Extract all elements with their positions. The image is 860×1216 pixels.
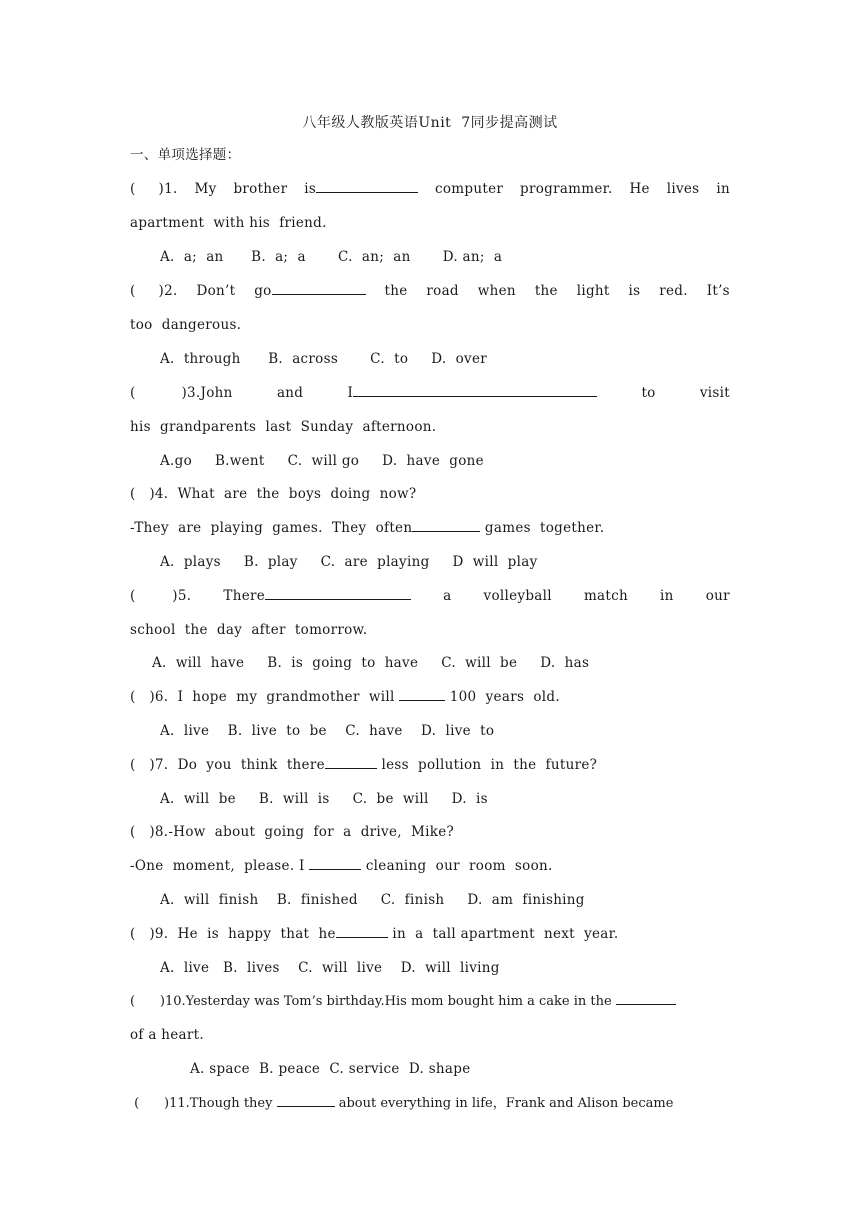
q5-number: ( )5. bbox=[130, 588, 192, 604]
q1-word: brother bbox=[233, 181, 288, 197]
q9-options: A. live B. lives C. will live D. will living bbox=[160, 960, 500, 976]
q3-word: to bbox=[641, 385, 656, 401]
q5-word-blank: There bbox=[223, 587, 411, 605]
question-10: ( )10.Yesterday was Tom’s birthday.His mom bought him a cake in the bbox=[130, 992, 730, 1011]
q8-options: A. will finish B. finished C. finish D. am finishing bbox=[160, 892, 585, 908]
q5-word: match bbox=[583, 588, 628, 604]
q2-continuation: too dangerous. bbox=[130, 317, 242, 333]
question-8: ( )8.-How about going for a drive, Mike? bbox=[130, 824, 455, 840]
q2-word: is bbox=[628, 283, 641, 299]
q4-options: A. plays B. play C. are playing D will play bbox=[160, 554, 538, 570]
question-6: ( )6. I hope my grandmother will 100 years old. bbox=[130, 689, 560, 705]
q2-word: the bbox=[384, 283, 408, 299]
answer-blank[interactable] bbox=[316, 180, 418, 193]
q1-word: computer bbox=[435, 181, 504, 197]
section-heading: 一、单项选择题： bbox=[130, 147, 241, 163]
q1-continuation: apartment with his friend. bbox=[130, 215, 327, 231]
q1-word: programmer. bbox=[520, 181, 613, 197]
page-title: 八年级人教版英语Unit 7同步提高测试 bbox=[302, 115, 558, 131]
q2-word: light bbox=[576, 283, 610, 299]
q5-word: a bbox=[443, 588, 452, 604]
answer-blank[interactable] bbox=[353, 384, 597, 397]
q1-word: lives bbox=[666, 181, 700, 197]
q7-options: A. will be B. will is C. be will D. is bbox=[160, 791, 488, 807]
q3-word-blank: I bbox=[348, 384, 598, 402]
q2-number: ( )2. bbox=[130, 283, 178, 299]
q2-word: when bbox=[477, 283, 516, 299]
answer-blank[interactable] bbox=[412, 519, 480, 532]
q5-continuation: school the day after tomorrow. bbox=[130, 622, 368, 638]
question-2 bbox=[130, 282, 730, 300]
q6-options: A. live B. live to be C. have D. live to bbox=[160, 723, 495, 739]
q3-word: and bbox=[276, 385, 304, 401]
answer-blank[interactable] bbox=[616, 992, 676, 1005]
q1-word: in bbox=[716, 181, 730, 197]
q10-continuation: of a heart. bbox=[130, 1027, 204, 1043]
q5-word: in bbox=[660, 588, 674, 604]
question-11: ( )11.Though they about everything in life，Frank and Alison became bbox=[130, 1096, 674, 1111]
q2-word-blank: go bbox=[254, 282, 365, 300]
q8-answer-line: -One moment, please. I cleaning our room soon. bbox=[130, 858, 553, 874]
q4-answer-line: -They are playing games. They often games together. bbox=[130, 520, 605, 536]
q2-word: road bbox=[426, 283, 459, 299]
q1-word: He bbox=[629, 181, 650, 197]
answer-blank[interactable] bbox=[277, 1094, 335, 1107]
q5-word: our bbox=[705, 588, 730, 604]
q5-word: volleyball bbox=[483, 588, 552, 604]
question-5 bbox=[130, 587, 730, 605]
question-9: ( )9. He is happy that he in a tall apartment next year. bbox=[130, 926, 619, 942]
q2-word: red. bbox=[659, 283, 688, 299]
answer-blank[interactable] bbox=[325, 756, 377, 769]
q10-options: A. space B. peace C. service D. shape bbox=[190, 1061, 471, 1077]
q2-options: A. through B. across C. to D. over bbox=[160, 351, 488, 367]
answer-blank[interactable] bbox=[399, 688, 445, 701]
answer-blank[interactable] bbox=[272, 282, 366, 295]
q3-number: ( )3.John bbox=[130, 385, 233, 401]
answer-blank[interactable] bbox=[265, 587, 411, 600]
question-4: ( )4. What are the boys doing now? bbox=[130, 486, 417, 502]
q3-options: A.go B.went C. will go D. have gone bbox=[160, 453, 484, 469]
q2-word: Don’t bbox=[196, 283, 236, 299]
question-7: ( )7. Do you think there less pollution in the future? bbox=[130, 757, 598, 773]
answer-blank[interactable] bbox=[336, 925, 388, 938]
q1-word: My bbox=[194, 181, 217, 197]
q1-number: ( )1. bbox=[130, 181, 178, 197]
q3-continuation: his grandparents last Sunday afternoon. bbox=[130, 419, 437, 435]
question-3 bbox=[130, 384, 730, 402]
q5-options: A. will have B. is going to have C. will be D. has bbox=[152, 655, 590, 671]
question-1 bbox=[130, 180, 730, 198]
q1-options: A. a; an B. a; a C. an; an D. an; a bbox=[160, 249, 503, 265]
q3-word: visit bbox=[699, 385, 730, 401]
answer-blank[interactable] bbox=[309, 857, 361, 870]
q2-word: the bbox=[534, 283, 558, 299]
q2-word: It’s bbox=[706, 283, 730, 299]
q1-word-blank: is bbox=[304, 180, 418, 198]
